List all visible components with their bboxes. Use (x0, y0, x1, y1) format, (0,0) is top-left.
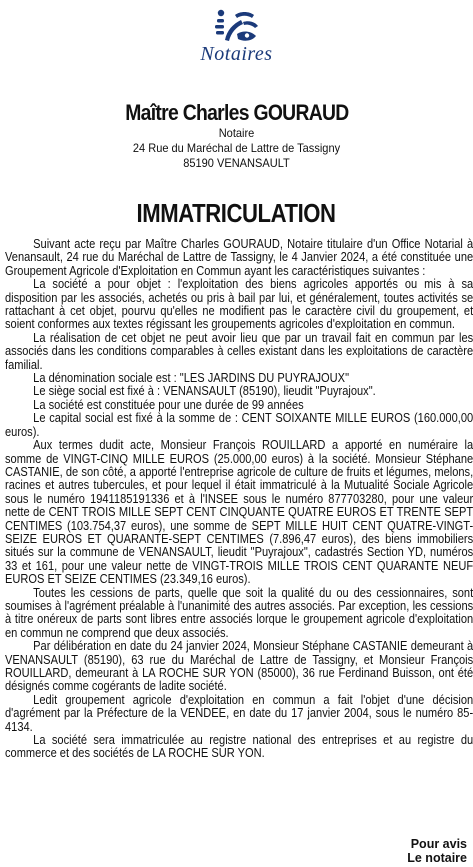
paragraph: Aux termes dudit acte, Monsieur François ROUILLARD a apporté en numéraire la somme de VINGT-CINQ MILLE EUROS (25.000,00 euros) à la société. Monsieur Stéphane CASTANIE, de son côté, a apporté l'entreprise agricole de culture de fruits et légumes, melons, racines et autres tubercules, et pour lequel il était immatriculé à la Mutualité Sociale Agricole sous le numéro 1941185191336 et à l'INSEE sous le numéro 877703280, pour une valeur nette de CENT TROIS MILLE SEPT CENT CINQUANTE QUATRE EUROS ET TRENTE SEPT CENTIMES (103.754,37 euros), une somme de SEPT MILLE HUIT CENT QUATRE-VINGT-SEIZE EUROS ET QUARANTE-SEPT CENTIMES (7.896,47 euros), des biens immobiliers situés sur la commune de VENANSAULT, lieudit "Puyrajoux", cadastrés Section YD, numéros 33 et 161, pour une valeur nette de VINGT-TROIS MILLE TROIS CENT QUARANTE NEUF EUROS ET SEIZE CENTIMES (23.349,16 euros). (5, 438, 473, 587)
notary-name: Maître Charles GOURAUD (124, 100, 349, 125)
paragraph: La réalisation de cet objet ne peut avoir lieu que par un travail fait en commun par les associés dans les conditions comparables à celles existant dans les exploitations de caractère familial. (5, 330, 473, 372)
paragraph: Le capital social est fixé à la somme de : CENT SOIXANTE MILLE EUROS (160.000,00 euros). (5, 411, 473, 439)
notary-address: 24 Rue du Maréchal de Lattre de Tassigny (132, 141, 341, 155)
paragraph: Le siège social est fixé à : VENANSAULT (85190), lieudit "Puyrajoux". (33, 384, 376, 399)
signature-line-le-notaire: Le notaire (407, 850, 467, 865)
document-title-text: IMMATRICULATION (136, 198, 337, 228)
paragraph: Suivant acte reçu par Maître Charles GOURAUD, Notaire titulaire d'un Office Notarial à Venansault, 24 rue du Maréchal de Lattre de Tassigny, le 4 Janvier 2024, a été constituée une Groupement Agricole d'Exploitation en Commun ayant les caractéristiques suivantes : (5, 237, 473, 278)
paragraph: La société a pour objet : l'exploitation des biens agricoles apportés ou mis à sa disposition par les associés, achetés ou pris à bail par lui, et généralement, toutes activités se rattachant à cet objet, pourvu qu'elles ne modifient pas le caractère civil du groupement, et soient conformes aux textes régissant les groupements agricoles d'exploitation en commun. (5, 277, 473, 332)
paragraph: Toutes les cessions de parts, quelle que soit la qualité du ou des cessionnaires, sont soumises à l'agrément préalable à l'unanimité des autres associés. Par exception, les cessions à titre onéreux de parts sont libres entre associés lorque le groupement agricole d'exploitation en commun ne comprend que deux associés. (5, 585, 473, 640)
notaires-emblem-icon (207, 6, 267, 46)
signature-block (407, 838, 467, 865)
notice-body (5, 238, 473, 761)
notaires-logo (0, 6, 473, 64)
notary-header (0, 100, 473, 171)
paragraph: Par délibération en date du 24 janvier 2024, Monsieur Stéphane CASTANIE demeurant à VENANSAULT (85190), 63 rue du Maréchal de Lattre de Tassigny, et Monsieur François ROUILLARD, demeurant à LA ROCHE SUR YON (85000), 36 rue Ferdinand Buisson, ont été désignés comme cogérants de ladite société. (5, 639, 473, 694)
paragraph: La société sera immatriculée au registre national des entreprises et au registre du commerce et des sociétés de LA ROCHE SUR YON. (5, 733, 473, 761)
notary-role: Notaire (218, 126, 255, 140)
paragraph: Ledit groupement agricole d'exploitation en commun a fait l'objet d'une décision d'agrément par la Préfecture de la VENDEE, en date du 17 janvier 2004, sous le numéro 85-4134. (5, 692, 473, 734)
paragraph: La dénomination sociale est : "LES JARDINS DU PUYRAJOUX" (33, 371, 350, 386)
paragraph: La société est constituée pour une durée de 99 années (33, 397, 304, 412)
document-title (0, 198, 473, 229)
logo-text: Notaires (200, 43, 273, 65)
notary-city: 85190 VENANSAULT (183, 156, 290, 170)
signature-line-pour-avis: Pour avis (410, 837, 467, 851)
